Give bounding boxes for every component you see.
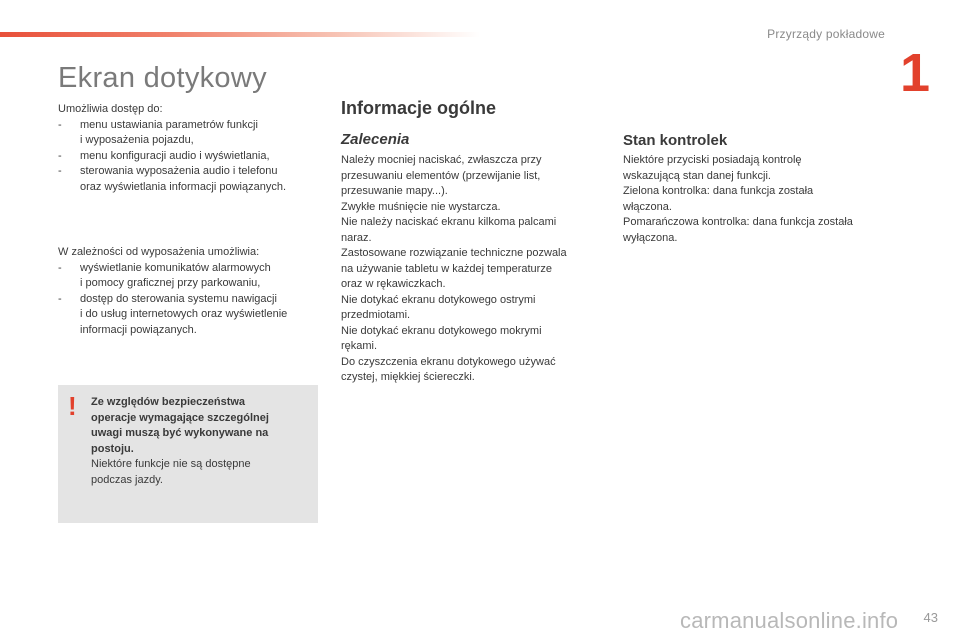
list-dash: -: [58, 118, 62, 131]
access-list: [58, 118, 323, 196]
text-line: Zwykłe muśnięcie nie wystarcza.: [341, 200, 501, 213]
watermark: carmanualsonline.info: [680, 608, 899, 633]
list-item: [58, 261, 323, 292]
list-dash: -: [58, 165, 62, 177]
recommendations-heading: Zalecenia: [341, 131, 410, 148]
text-line: Niektóre przyciski posiadają kontrolę: [623, 154, 802, 166]
text-line: Zastosowane rozwiązanie techniczne pozwala: [341, 247, 567, 259]
list-item-line: oraz wyświetlania informacji powiązanych.: [80, 180, 287, 193]
warning-bold-line: postoju.: [91, 442, 134, 455]
warning-bold-line: uwagi muszą być wykonywane na: [91, 427, 269, 439]
text-line: naraz.: [341, 231, 372, 244]
text-line: wyłączona.: [623, 231, 678, 244]
access-section: [58, 102, 323, 195]
text-line: wskazującą stan danej funkcji.: [623, 169, 771, 182]
general-info-heading: Informacje ogólne: [341, 98, 497, 118]
list-item: [58, 118, 323, 149]
text-line: Pomarańczowa kontrolka: dana funkcja została: [623, 216, 853, 228]
chapter-number: 1: [899, 43, 930, 103]
equipment-section: [58, 245, 323, 338]
warning-box: [58, 385, 318, 523]
list-dash: -: [58, 261, 62, 274]
list-item-line: menu konfiguracji audio i wyświetlania,: [80, 149, 270, 162]
header-accent-bar: [0, 32, 480, 37]
access-intro: Umożliwia dostęp do:: [58, 103, 163, 115]
text-line: Do czyszczenia ekranu dotykowego używać: [341, 355, 556, 368]
list-dash: -: [58, 149, 62, 162]
text-line: przesuwaniu elementów (przewijanie list,: [341, 169, 541, 182]
list-dash: -: [58, 292, 62, 305]
text-line: rękami.: [341, 340, 378, 352]
list-item: [58, 149, 323, 165]
text-line: Nie dotykać ekranu dotykowego mokrymi: [341, 324, 542, 337]
list-item-line: sterowania wyposażenia audio i telefonu: [80, 165, 278, 177]
page-title: Ekran dotykowy: [58, 62, 267, 94]
warning-line: podczas jazdy.: [91, 473, 163, 486]
text-line: Należy mocniej naciskać, zwłaszcza przy: [341, 154, 542, 166]
list-item-line: wyświetlanie komunikatów alarmowych: [80, 261, 271, 274]
equipment-intro: W zależności od wyposażenia umożliwia:: [58, 246, 260, 258]
warning-line: Niektóre funkcje nie są dostępne: [91, 458, 251, 470]
list-item-line: dostęp do sterowania systemu nawigacji: [80, 292, 277, 305]
recommendations-text: [341, 153, 599, 386]
text-line: Nie dotykać ekranu dotykowego ostrymi: [341, 293, 536, 306]
text-line: oraz w rękawiczkach.: [341, 278, 446, 290]
text-line: przesuwanie mapy...).: [341, 185, 448, 197]
warning-bold-line: operacje wymagające szczególnej: [91, 411, 269, 424]
list-item-line: i do usług internetowych oraz wyświetlenie: [80, 308, 288, 320]
equipment-list: [58, 261, 323, 339]
list-item: [58, 292, 323, 339]
list-item-line: i wyposażenia pojazdu,: [80, 134, 194, 146]
warning-bold-line: Ze względów bezpieczeństwa: [91, 396, 246, 408]
indicator-status-heading: Stan kontrolek: [623, 132, 728, 149]
text-line: na używanie tabletu w każdej temperaturze: [341, 262, 552, 275]
text-line: włączona.: [623, 200, 672, 213]
indicator-status-text: [623, 153, 888, 246]
list-item-line: menu ustawiania parametrów funkcji: [80, 118, 258, 131]
exclamation-icon: !: [68, 391, 77, 421]
list-item-line: i pomocy graficznej przy parkowaniu,: [80, 277, 261, 289]
text-line: Nie należy naciskać ekranu kilkoma palcami: [341, 216, 557, 228]
section-header: Przyrządy pokładowe: [767, 27, 885, 41]
warning-text: [91, 395, 301, 488]
text-line: przedmiotami.: [341, 309, 411, 321]
list-item: [58, 164, 323, 195]
page-number: 43: [923, 610, 938, 625]
text-line: Zielona kontrolka: dana funkcja została: [623, 185, 814, 197]
list-item-line: informacji powiązanych.: [80, 323, 197, 336]
text-line: czystej, miękkiej ściereczki.: [341, 371, 475, 383]
